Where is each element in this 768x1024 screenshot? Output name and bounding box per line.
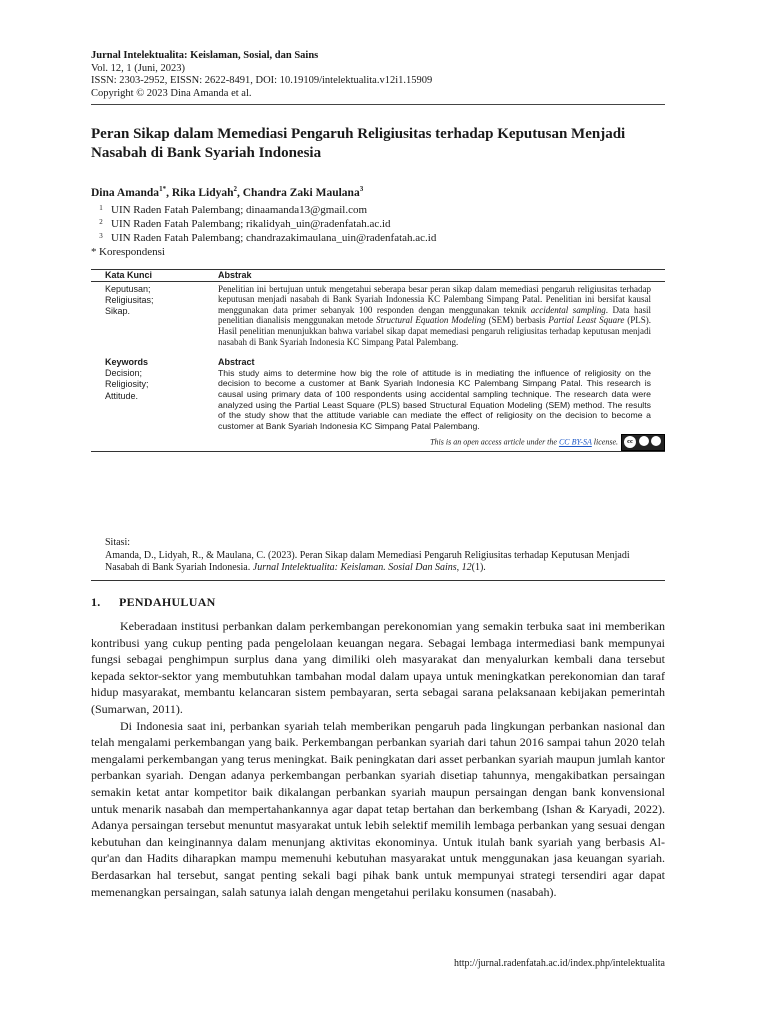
license-suffix: license. <box>591 437 618 447</box>
abstract-en-row <box>91 368 665 432</box>
license-prefix: This is an open access article under the <box>430 437 559 447</box>
kata-kunci-list <box>91 284 218 348</box>
section-heading <box>91 595 216 610</box>
correspondence-note <box>91 245 665 259</box>
citation-seg: Amanda, D., Lidyah, R., & Maulana, C. (2023). Peran Sikap dalam Memediasi Pengaruh Religiusitas terhadap Keputusan Menjadi Nasabah di Bank Syariah Indonesia. <box>105 549 630 573</box>
citation-label: Sitasi: <box>105 537 131 548</box>
paragraph: Di Indonesia saat ini, perbankan syariah telah memberikan pengaruh pada lingkungan perbankan nasional dan telah mengalami perkembangan yang baik. Perkembangan perbankan syariah dari tahun 2016 sampai tahun 2020 telah mengalami perkembangan yang terus meningkat. Baik peningkatan dari asset perbankan syariah maupun jumlah kantor perbankan syariah. Dengan adanya perkembangan perbankan syariah disetiap tahunnya, mengakibatkan persaingan semakin ketat antar kompetitor baik dikalangan perbankan syariah maupun persaingan dengan bank konvensional untuk menarik nasabah dan mempertahankannya agar dapat tetap bertahan dan berkembang (Ishan & Karyadi, 2022). Adanya persaingan tersebut menuntut masyarakat untuk lebih selektif memilih lembaga perbankan yang sesuai dengan kebutuhan dan keinginannya dalam menunjang aktivitas ekonominya. Untuk itulah bank syariah yang berbasis Al-qur'an dan Hadits diharapkan mampu memenuhi kebutuhan masyarakat untuk menggunakan jasa keuangan syariah. Berdasarkan hal tersebut, sangat penting sekali bagi pihak bank untuk mempunyai strategi tersendiri agar dapat memenangkan persaingan, salah satunya ialah dengan mengetahui perilaku konsumen (nasabah). <box>91 718 665 899</box>
section-number: 1. <box>91 595 101 609</box>
author-separator: , <box>166 186 172 199</box>
author-sup: 1* <box>159 185 167 193</box>
abstrak-seg: (SEM) berbasis <box>485 315 549 326</box>
abstrak-seg: Penelitian ini bertujuan untuk mengetahui seberapa besar peran sikap dalam memediasi pengaruh religiusitas terhadap keputusan menjadi nasabah di Bank Syariah Indonessia KC Palembang Simpang Patal. Penelitian ini bersifat kausal menggunakan data primer sebanyak 100 responden dengan menggunakan teknik <box>218 283 651 315</box>
body-text <box>91 618 665 900</box>
keywords-list <box>91 368 218 432</box>
abstrak-heading: Abstrak <box>218 270 252 280</box>
cc-by-sa-link[interactable]: CC BY-SA <box>558 437 592 447</box>
abstrak-italic: Partial Least Square <box>548 315 625 326</box>
author-name: Rika Lidyah <box>171 186 234 199</box>
affiliation-text: UIN Raden Fatah Palembang; rikalidyah_uin@radenfatah.ac.id <box>111 217 391 230</box>
keyword-item: Sikap. <box>105 306 131 317</box>
journal-volume: Vol. 12, 1 (Juni, 2023) <box>91 62 186 74</box>
affiliation-text: UIN Raden Fatah Palembang; chandrazakimaulana_uin@radenfatah.ac.id <box>111 231 437 244</box>
correspondence-mark: * <box>91 245 97 258</box>
author-separator: , <box>237 186 243 199</box>
affiliation-item <box>91 231 665 245</box>
journal-header <box>91 50 665 100</box>
affiliation-text: UIN Raden Fatah Palembang; dinaamanda13@gmail.com <box>111 203 368 216</box>
author-name: Dina Amanda <box>91 186 160 199</box>
abstract-table <box>91 269 665 452</box>
author-list <box>91 182 665 200</box>
cc-logo-icon: cc <box>624 436 636 448</box>
header-divider <box>91 104 665 105</box>
cc-by-sa-badge-icon[interactable] <box>621 434 665 451</box>
keyword-item: Decision; <box>105 367 143 378</box>
footer-url[interactable]: http://jurnal.radenfatah.ac.id/index.php/intelektualita <box>453 958 665 969</box>
kata-kunci-heading: Kata Kunci <box>105 270 153 280</box>
journal-copyright: Copyright © 2023 Dina Amanda et al. <box>91 87 252 99</box>
journal-name: Jurnal Intelektualita: Keislaman, Sosial, dan Sains <box>91 50 319 61</box>
abstrak-italic: Structural Equation Modeling <box>376 315 486 326</box>
abstract-en-header-row <box>91 357 665 368</box>
author-sup: 3 <box>359 185 364 193</box>
author-sup: 2 <box>233 185 237 193</box>
correspondence-text: Korespondensi <box>99 245 165 258</box>
license-line <box>91 434 665 451</box>
paper-page <box>91 50 665 899</box>
abstract-text: This study aims to determine how big the role of attitude is in mediating the influence of religiosity on the decision to become a customer at Bank Syariah Indonesia KC Palembang Simpang Patal. This research is causal using primary data of 100 respondents using accidental sampling technique. The research data were analyzed using the Partial Least Square (PLS) based Structural Equation Modeling (SEM) method. The results of the study show that the attitude variable can mediate the effect of religiosity on the decision to become a customer at Bank Syariah Indonesia KC Simpang Patal Palembang. <box>218 367 651 431</box>
affiliation-number: 3 <box>99 231 103 240</box>
citation-journal: Jurnal Intelektualita: Keislaman. Sosial Dan Sains <box>252 562 457 573</box>
abstrak-seg: . Data hasil penelitian dianalisis menggunakan metode <box>218 304 651 326</box>
affiliation-item <box>91 203 665 217</box>
share-alike-icon <box>651 436 661 446</box>
abstract-id-header-row <box>91 270 665 282</box>
citation-text <box>91 550 665 575</box>
paragraph: Keberadaan institusi perbankan dalam perkembangan perekonomian yang semakin terbuka saat ini memberikan kontribusi yang cukup penting pada pengelolaan keuangan negara. Sebagai lembaga intermediasi bank mempunyai fungsi sebagai penghimpun surplus dana yang dimiliki oleh masyarakat dan menyalurkan kembali dana tersebut kepada sektor-sektor yang membutuhkan tambahan modal dalam upaya untuk meningkatkan perekonomian dan taraf hidup masyarakat, membantu kelancaran sistem pembayaran, serta sebagai sarana pelaksanaan kebijakan pemerintah (Sumarwan, 2011). <box>91 619 665 716</box>
by-person-icon <box>639 436 649 446</box>
citation-block <box>91 537 665 581</box>
affiliation-item <box>91 217 665 231</box>
keyword-item: Attitude. <box>105 390 139 401</box>
citation-sep: , <box>456 562 462 573</box>
abstract-heading: Abstract <box>218 357 255 368</box>
section-title: PENDAHULUAN <box>119 595 216 609</box>
affiliation-number: 1 <box>99 203 103 212</box>
keyword-item: Religiusitas; <box>105 295 154 305</box>
abstrak-italic: accidental sampling <box>530 304 606 315</box>
paper-title: Peran Sikap dalam Memediasi Pengaruh Religiusitas terhadap Keputusan Menjadi Nasabah di Bank Syariah Indonesia <box>91 126 626 161</box>
abstrak-seg: (PLS). Hasil penelitian menunjukkan bahwa variabel sikap dapat memediasi pengaruh religiusitas terhadap keputusan menjadi nasabah di Bank Syariah Indonesia KC Simpang Patal Palembang. <box>218 315 651 347</box>
citation-seg: (1). <box>471 562 486 573</box>
abstract-id-row <box>91 284 665 348</box>
keywords-heading: Keywords <box>105 357 149 368</box>
keyword-item: Keputusan; <box>105 283 151 294</box>
affiliation-number: 2 <box>99 217 103 226</box>
citation-volume: 12 <box>461 562 472 573</box>
abstrak-text <box>218 284 651 348</box>
keyword-item: Religiosity; <box>105 379 149 390</box>
author-name: Chandra Zaki Maulana <box>242 186 360 199</box>
journal-ids: ISSN: 2303-2952, EISSN: 2622-8491, DOI: 10.19109/intelektualita.v12i1.15909 <box>91 75 433 86</box>
affiliation-list <box>91 203 665 259</box>
